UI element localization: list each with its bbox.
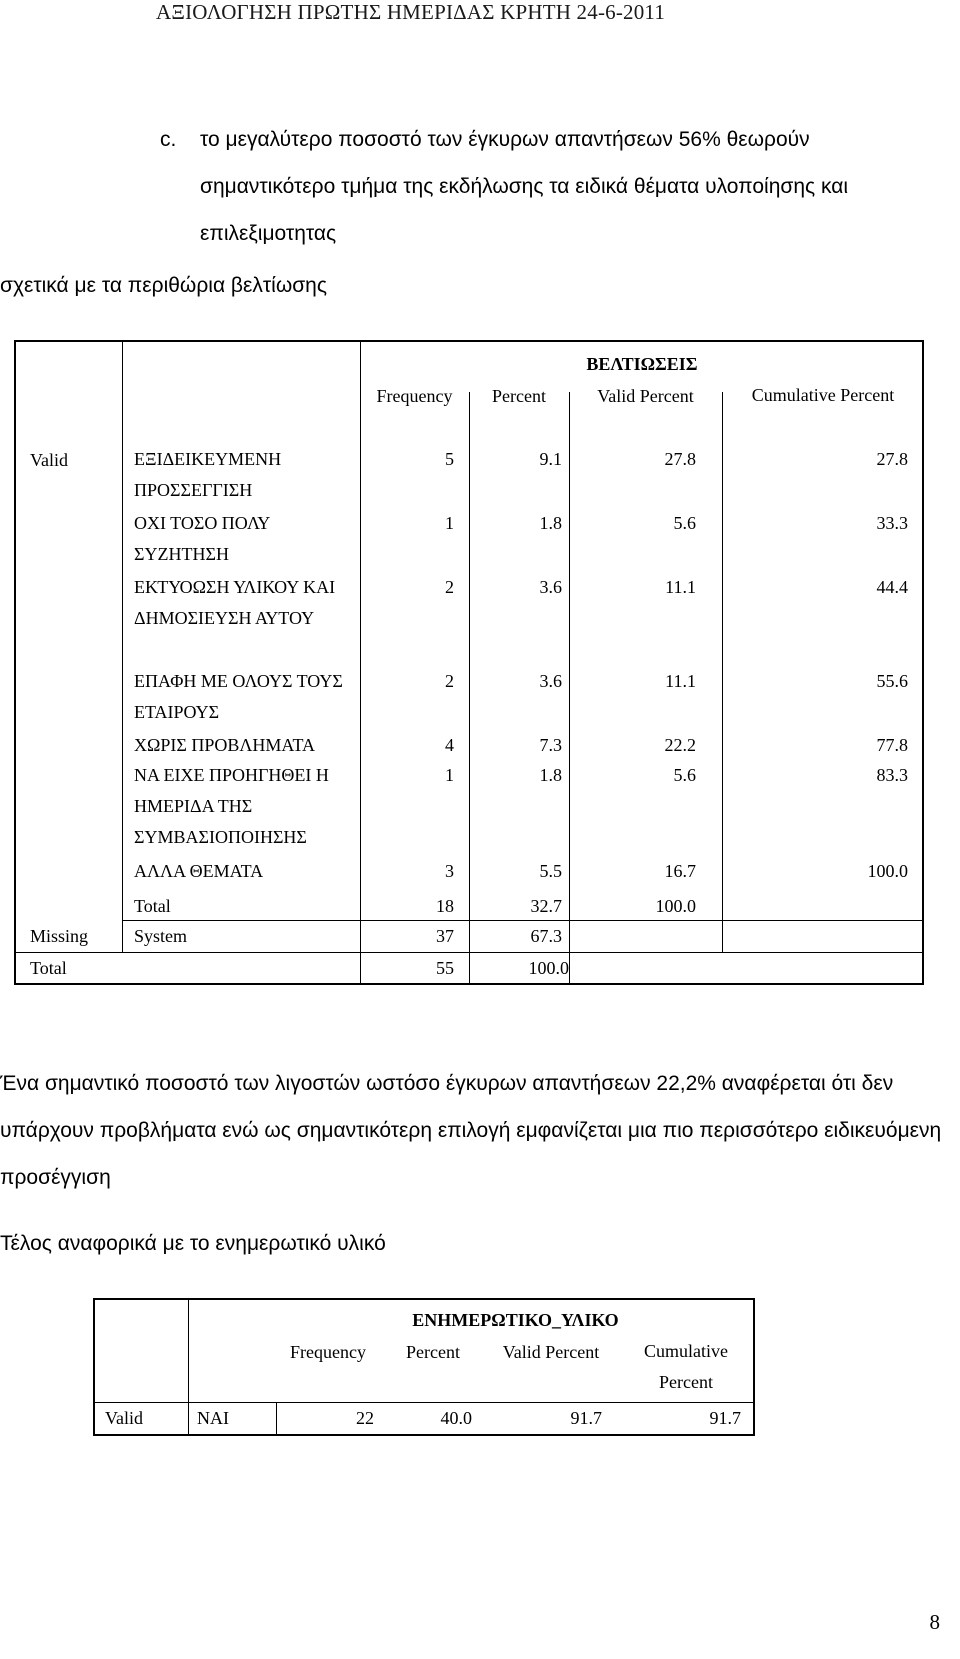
row-label: ΟΧΙ ΤΟΣΟ ΠΟΛΥ ΣΥΖΗΤΗΣΗ [134,513,270,564]
row-percent: 40.0 [440,1408,472,1428]
row-valid: 16.7 [664,861,696,881]
row-frequency: 22 [356,1408,374,1428]
paragraph-improvements: σχετικά με τα περιθώρια βελτίωσης [0,274,327,297]
row-valid: 27.8 [664,449,696,469]
row-pct: 5.5 [539,861,562,881]
group-label-valid: Valid [30,450,68,470]
row-freq: 2 [445,671,454,691]
row-cum: 33.3 [876,513,908,533]
row-freq: 5 [445,449,454,469]
col-header-frequency: Frequency [376,386,453,406]
col-header-percent: Percent [492,386,546,406]
row-pct: 3.6 [539,671,562,691]
col-header-frequency: Frequency [290,1342,366,1362]
row-valid: 22.2 [664,735,696,755]
row-cum: 27.8 [876,449,908,469]
row-cum: 83.3 [876,765,908,785]
paragraph-material: Τέλος αναφορικά με το ενημερωτικό υλικό [0,1232,386,1255]
row-freq: 4 [445,735,454,755]
paragraph-summary: Ένα σημαντικό ποσοστό των λιγοστών ωστόσο έγκυρων απαντήσεων 22,2% αναφέρεται ότι δεν υπάρχουν προβλήματα ενώ ως σημαντικότερη επιλογή εμφανίζεται μια πιο περισσότερο ειδικευόμενη προσέγγιση [0,1072,942,1189]
row-cum: 100.0 [867,861,908,881]
table-title: ΒΕΛΤΙΩΣΕΙΣ [586,354,698,374]
col-header-valid-percent: Valid Percent [597,386,694,406]
row-pct: 9.1 [539,449,562,469]
row-cumulative-percent: 91.7 [709,1408,741,1428]
group-label-missing: Missing [30,926,89,946]
row-cum: 77.8 [876,735,908,755]
col-header-cumulative-text: Cumulative Percent [751,385,895,405]
col-header-cumulative-text: Cumulative Percent [644,1341,728,1392]
row-label: ΕΞΙΔΕΙΚΕΥΜΕΝΗ ΠΡΟΣΣΕΓΓΙΣΗ [134,449,282,500]
row-label: ΑΛΛΑ ΘΕΜΑΤΑ [134,861,264,881]
row-valid: 11.1 [665,577,696,597]
row-valid: 5.6 [673,513,696,533]
valid-total-frequency: 18 [436,896,454,916]
col-header-cumulative-percent [621,1336,751,1398]
row-cum: 55.6 [876,671,908,691]
page-number: 8 [929,1610,940,1634]
col-header-valid-percent: Valid Percent [502,1342,600,1362]
row-cum: 44.4 [876,577,908,597]
table-title: ΕΝΗΜΕΡΩΤΙΚΟ_ΥΛΙΚΟ [412,1310,619,1330]
missing-frequency: 37 [436,926,454,946]
missing-label: System [134,926,188,946]
col-header-cumulative-percent [722,380,924,411]
row-pct: 7.3 [539,735,562,755]
valid-total-valid-percent: 100.0 [655,896,696,916]
row-valid: 11.1 [665,671,696,691]
row-valid: 5.6 [673,765,696,785]
col-header-percent: Percent [406,1342,460,1362]
row-pct: 1.8 [539,765,562,785]
row-label: ΕΠΑΦΗ ΜΕ ΟΛΟΥΣ ΤΟΥΣ ΕΤΑΙΡΟΥΣ [134,671,343,722]
table-material [93,1298,755,1436]
row-freq: 3 [445,861,454,881]
row-freq: 1 [445,765,454,785]
row-pct: 3.6 [539,577,562,597]
row-pct: 1.8 [539,513,562,533]
row-label: ΧΩΡΙΣ ΠΡΟΒΛΗΜΑΤΑ [134,735,316,755]
table-improvements [14,340,924,985]
list-marker: c. [160,128,177,151]
list-item-text: το μεγαλύτερο ποσοστό των έγκυρων απαντήσεων 56% θεωρούν σημαντικότερο τμήμα της εκδήλωσης τα ειδικά θέματα υλοποίησης και επιλεξιμοτητας [200,128,849,245]
row-label: ΕΚΤΥΟΩΣΗ ΥΛΙΚΟΥ ΚΑΙ ΔΗΜΟΣΙΕΥΣΗ ΑΥΤΟΥ [134,577,336,628]
valid-total-percent: 32.7 [530,896,562,916]
row-label: ΝΑΙ [197,1408,229,1428]
row-freq: 1 [445,513,454,533]
row-group-valid: Valid [105,1408,143,1428]
valid-total-label: Total [134,896,171,916]
group-label-total: Total [30,958,67,978]
row-label: ΝΑ ΕΙΧΕ ΠΡΟΗΓΗΘΕΙ Η ΗΜΕΡΙΔΑ ΤΗΣ ΣΥΜΒΑΣΙΟΠΟΙΗΣΗΣ [134,765,329,847]
row-valid-percent: 91.7 [570,1408,602,1428]
missing-percent: 67.3 [530,926,562,946]
page-header: ΑΞΙΟΛΟΓΗΣΗ ΠΡΩΤΗΣ ΗΜΕΡΙΔΑΣ ΚΡΗΤΗ 24-6-2011 [156,0,666,24]
total-percent: 100.0 [528,958,569,978]
row-freq: 2 [445,577,454,597]
list-item-c [160,116,900,257]
total-frequency: 55 [436,958,454,978]
